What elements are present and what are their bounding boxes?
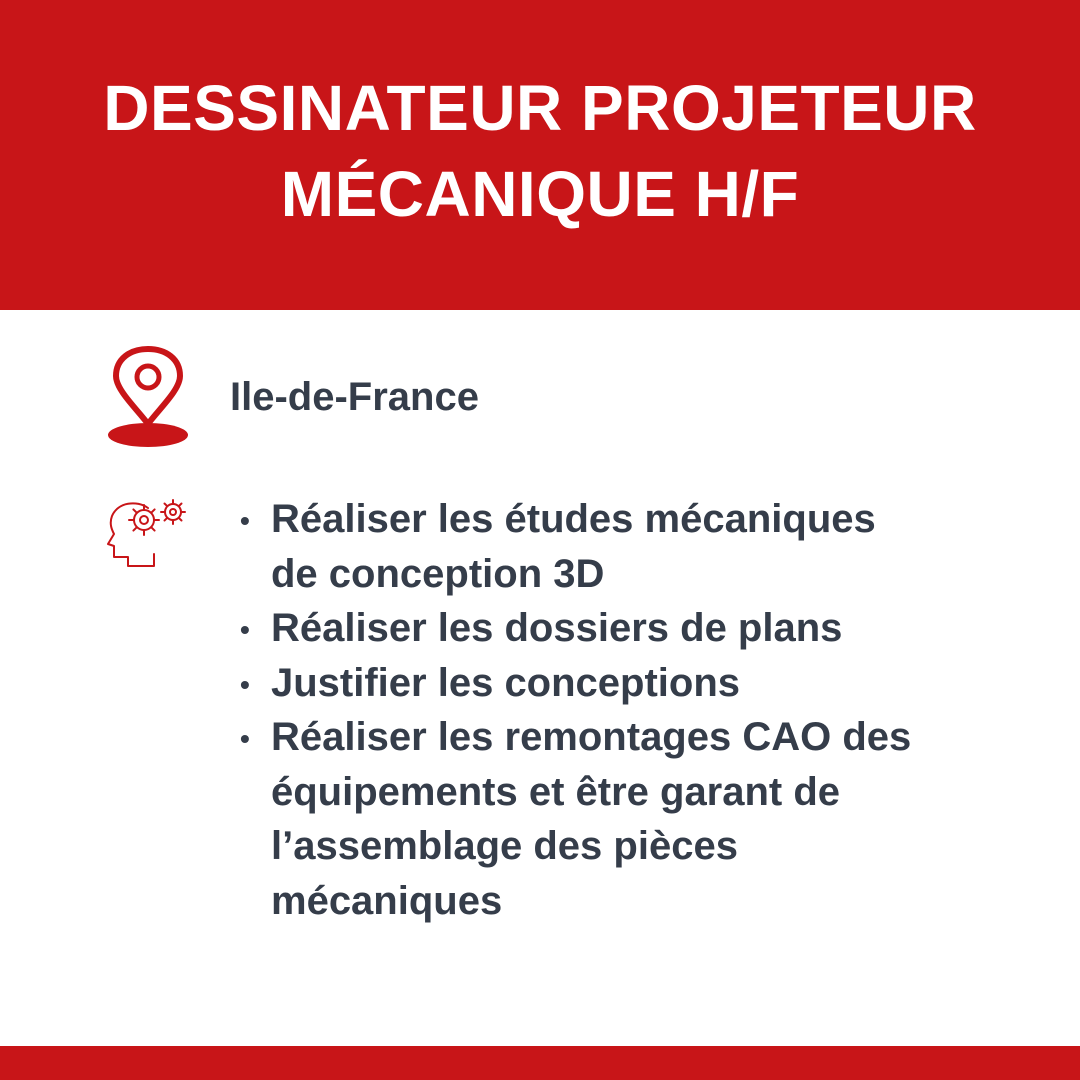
task-text-line: mécaniques: [271, 878, 503, 923]
task-text-line: Justifier les conceptions: [271, 660, 741, 705]
task-text-line: l’assemblage des pièces: [271, 824, 738, 868]
task-text-line: Réaliser les études mécaniques: [271, 497, 876, 541]
location-pin-icon: [106, 346, 190, 450]
title-banner: [0, 0, 1080, 310]
bullet: •: [240, 614, 250, 645]
footer-bar: [0, 1046, 1080, 1080]
bullet: •: [240, 505, 250, 536]
task-text-line: de conception 3D: [271, 551, 605, 596]
task-list: [238, 492, 958, 928]
list-item: [238, 601, 958, 656]
head-gears-icon: [104, 494, 192, 570]
job-title-line-1: DESSINATEUR PROJETEUR: [103, 72, 977, 144]
task-text-line: Réaliser les remontages CAO des: [271, 715, 912, 759]
task-text-line: équipements et être garant de: [271, 769, 841, 814]
list-item: [238, 656, 958, 711]
job-title: [103, 65, 976, 237]
location-text: Ile-de-France: [230, 375, 479, 419]
task-text-line: Réaliser les dossiers de plans: [271, 606, 843, 650]
bullet: •: [240, 723, 250, 754]
bullet: •: [240, 668, 250, 700]
list-item: [238, 492, 958, 601]
list-item: [238, 710, 958, 928]
job-title-line-2: MÉCANIQUE H/F: [280, 158, 800, 230]
